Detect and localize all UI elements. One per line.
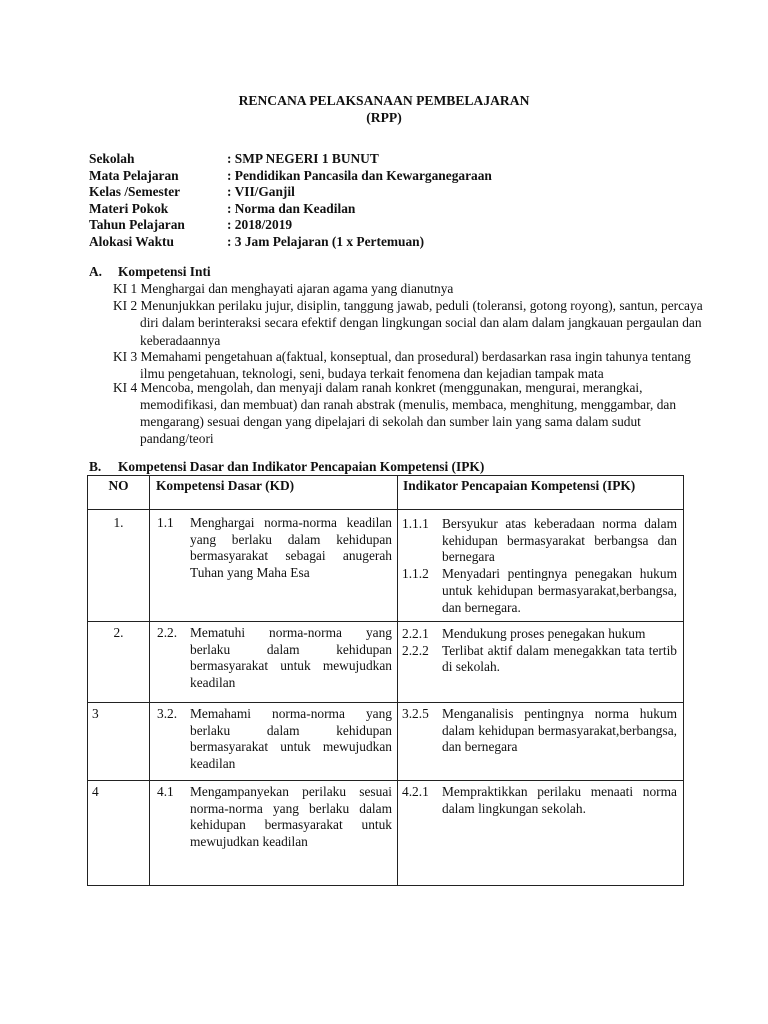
section-title: Kompetensi Dasar dan Indikator Pencapaian Kompetensi (IPK)	[118, 459, 485, 474]
header-ipk: Indikator Pencapaian Kompetensi (IPK)	[398, 476, 684, 510]
kd-text: Mematuhi norma-norma yang berlaku dalam kehidupan bermasyarakat untuk mewujudkan keadilan	[190, 625, 392, 691]
section-b-heading	[89, 459, 484, 475]
row-number: 2.	[88, 622, 150, 703]
identity-label: Tahun Pelajaran	[89, 217, 185, 232]
table-row	[88, 622, 684, 703]
indicator-number: 1.1.2	[402, 566, 429, 582]
row-number: 3	[88, 703, 150, 781]
identity-value: : VII/Ganjil	[227, 184, 295, 199]
identity-row-kelas-semester	[89, 183, 295, 200]
kd-number: 4.1	[157, 784, 174, 799]
ki-2: KI 2 Menunjukkan perilaku jujur, disiplin, tanggung jawab, peduli (toleransi, gotong royong), santun, percaya diri dalam berinteraksi secara efektif dengan lingkungan social dan alam dalam jangkauan pergaulan dan keberadaannya	[113, 298, 703, 348]
indicator-number: 2.2.1	[402, 626, 429, 641]
section-title: Kompetensi Inti	[118, 264, 211, 279]
kd-cell	[150, 622, 398, 703]
table-row	[88, 781, 684, 886]
kd-number: 3.2.	[157, 706, 178, 721]
indicator	[398, 566, 683, 616]
ki-3: KI 3 Memahami pengetahuan a(faktual, konseptual, dan prosedural) berdasarkan rasa ingin tahunya tentang ilmu pengetahuan, teknologi, seni, budaya terkait fenomena dan kejadian tampak mata	[113, 349, 691, 382]
document-subtitle: (RPP)	[366, 110, 402, 125]
table-row	[88, 703, 684, 781]
kd-number: 2.2.	[157, 625, 178, 640]
indicator-text: Mendukung proses penegakan hukum	[442, 626, 646, 641]
section-letter: B.	[89, 459, 102, 474]
indicator-number: 4.2.1	[402, 784, 429, 799]
indicator-text: Bersyukur atas keberadaan norma dalam kehidupan bermasyarakat berbangsa dan bernegara	[442, 516, 677, 565]
identity-row-alokasi-waktu	[89, 233, 424, 250]
kd-cell	[150, 781, 398, 886]
indicator	[398, 643, 683, 676]
row-number: 4	[88, 781, 150, 886]
indicator	[398, 784, 683, 817]
ipk-cell	[398, 622, 684, 703]
kd-cell	[150, 510, 398, 622]
identity-label: Materi Pokok	[89, 200, 169, 216]
indicator	[398, 516, 683, 566]
section-letter: A.	[89, 264, 103, 279]
identity-value: : SMP NEGERI 1 BUNUT	[227, 151, 379, 166]
ipk-cell	[398, 703, 684, 781]
kd-ipk-table	[87, 475, 684, 886]
ipk-cell	[398, 781, 684, 886]
identity-label: Alokasi Waktu	[89, 233, 174, 249]
indicator-number: 2.2.2	[402, 642, 429, 658]
document-title: RENCANA PELAKSANAAN PEMBELAJARAN	[238, 93, 530, 108]
indicator	[398, 626, 683, 643]
header-no: NO	[88, 476, 150, 510]
identity-value: : 3 Jam Pelajaran (1 x Pertemuan)	[227, 233, 425, 249]
indicator-text: Terlibat aktif dalam menegakkan tata tertib di sekolah.	[442, 642, 677, 675]
identity-row-materi-pokok	[89, 200, 355, 217]
identity-value: : Norma dan Keadilan	[227, 200, 356, 216]
section-a-heading	[89, 264, 211, 280]
identity-label: Sekolah	[89, 151, 135, 166]
identity-label: Mata Pelajaran	[89, 167, 179, 183]
identity-row-sekolah	[89, 150, 379, 167]
identity-row-tahun-pelajaran	[89, 216, 292, 233]
kd-text: Mengampanyekan perilaku sesuai norma-norma yang berlaku dalam kehidupan bermasyarakat untuk mewujudkan keadilan	[190, 784, 392, 850]
identity-row-mata-pelajaran	[89, 167, 492, 184]
kd-number: 1.1	[157, 515, 174, 530]
row-number: 1.	[88, 510, 150, 622]
identity-label: Kelas /Semester	[89, 184, 181, 199]
kd-text: Memahami norma-norma yang berlaku dalam kehidupan bermasyarakat untuk mewujudkan keadilan	[190, 706, 392, 772]
indicator-number: 1.1.1	[402, 516, 429, 531]
table-header-row	[88, 476, 684, 510]
indicator-text: Menganalisis pentingnya norma hukum dalam kehidupan bermasyarakat,berbangsa, dan bernegara	[442, 706, 677, 755]
identity-value: : 2018/2019	[227, 217, 293, 232]
indicator-number: 3.2.5	[402, 706, 429, 721]
indicator-text: Menyadari pentingnya penegakan hukum untuk kehidupan bermasyarakat,berbangsa, dan bernegara.	[442, 566, 677, 615]
table-row	[88, 510, 684, 622]
header-kd: Kompetensi Dasar (KD)	[150, 476, 398, 510]
ipk-cell	[398, 510, 684, 622]
indicator-text: Mempraktikkan perilaku menaati norma dalam lingkungan sekolah.	[442, 784, 677, 816]
kd-cell	[150, 703, 398, 781]
ki-4: KI 4 Mencoba, mengolah, dan menyaji dalam ranah konkret (menggunakan, mengurai, merangkai, memodifikasi, dan membuat) dan ranah abstrak (menulis, membaca, menghitung, menggambar, dan mengarang) sesuai dengan yang dipelajari di sekolah dan sumber lain yang sama dalam sudut pandang/teori	[113, 379, 677, 447]
ki-1: KI 1 Menghargai dan menghayati ajaran agama yang dianutnya	[113, 281, 454, 296]
indicator	[398, 706, 683, 756]
kd-text: Menghargai norma-norma keadilan yang berlaku dalam kehidupan bermasyarakat sebagai anugerah Tuhan yang Maha Esa	[190, 515, 392, 581]
identity-value: : Pendidikan Pancasila dan Kewarganegaraan	[227, 167, 492, 183]
